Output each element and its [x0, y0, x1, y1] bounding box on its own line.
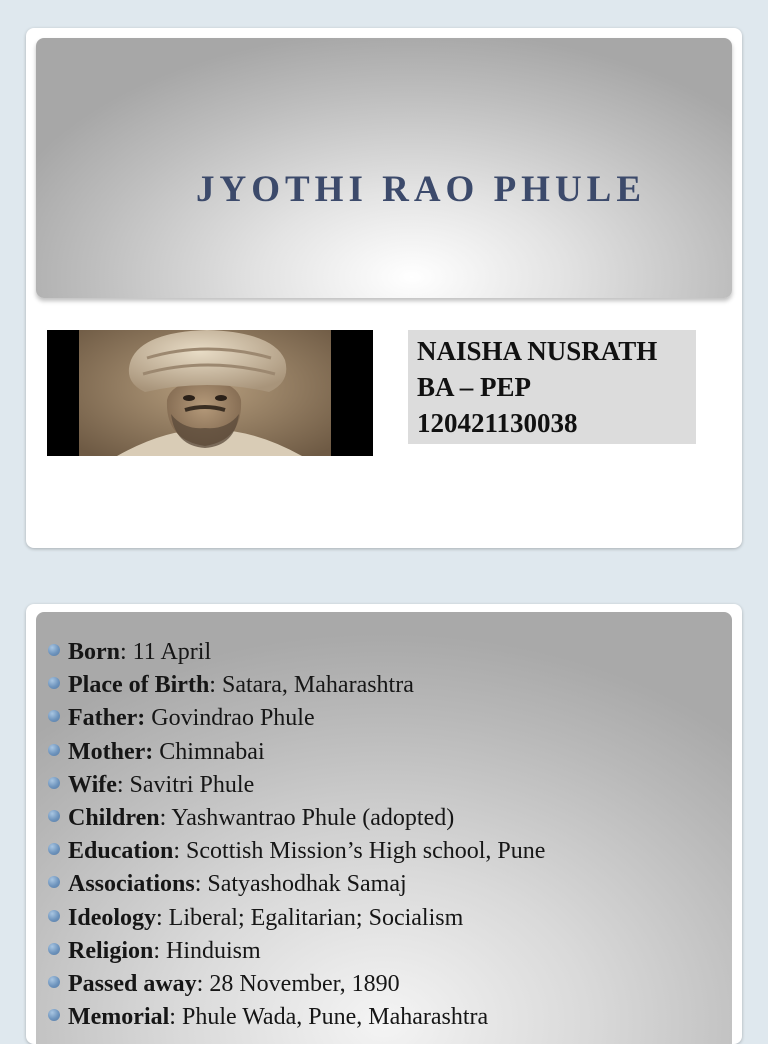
fact-label: Wife — [68, 771, 117, 798]
list-item — [48, 970, 545, 1003]
fact-label: Place of Birth — [68, 672, 210, 699]
portrait-graphic — [47, 330, 373, 456]
fact-label: Children — [68, 804, 160, 831]
bullet-icon — [48, 644, 60, 656]
list-item — [48, 937, 545, 970]
fact-value: : 28 November, 1890 — [196, 970, 400, 997]
bullet-icon — [48, 777, 60, 789]
facts-list — [48, 638, 545, 1036]
fact-label: Memorial — [68, 1004, 170, 1031]
fact-value: : 11 April — [120, 639, 212, 665]
facts-panel — [36, 612, 732, 1044]
facts-slide — [26, 604, 742, 1044]
fact-value: : Phule Wada, Pune, Maharashtra — [169, 1004, 489, 1031]
fact-label: Education — [68, 838, 174, 865]
title-banner — [36, 38, 732, 298]
bullet-icon — [48, 910, 60, 922]
bullet-icon — [48, 943, 60, 955]
fact-value: : Satara, Maharashtra — [209, 672, 414, 699]
fact-label: Father: — [68, 705, 146, 732]
fact-label: Ideology — [68, 904, 157, 931]
fact-value: Chimnabai — [153, 738, 265, 765]
fact-label: Born — [68, 639, 121, 665]
list-item — [48, 738, 545, 771]
fact-label: Religion — [68, 937, 154, 964]
presenter-name: NAISHA NUSRATH — [417, 336, 658, 366]
portrait-image — [47, 330, 373, 456]
list-item — [48, 638, 545, 671]
list-item — [48, 904, 545, 937]
fact-value: : Hinduism — [153, 937, 261, 964]
bullet-icon — [48, 976, 60, 988]
fact-value: : Liberal; Egalitarian; Socialism — [156, 904, 464, 931]
presenter-course: BA – PEP — [417, 372, 532, 402]
presenter-info-box — [408, 330, 696, 444]
bullet-icon — [48, 810, 60, 822]
fact-value: : Scottish Mission’s High school, Pune — [173, 838, 546, 865]
list-item — [48, 704, 545, 737]
list-item — [48, 671, 545, 704]
bullet-icon — [48, 744, 60, 756]
list-item — [48, 837, 545, 870]
slide-title: JYOTHI RAO PHULE — [196, 169, 647, 210]
list-item — [48, 1003, 545, 1036]
fact-label: Mother: — [68, 738, 154, 765]
title-slide — [26, 28, 742, 548]
fact-label: Passed away — [68, 970, 197, 997]
bullet-icon — [48, 1009, 60, 1021]
fact-value: Govindrao Phule — [145, 705, 315, 732]
bullet-icon — [48, 677, 60, 689]
fact-value: : Satyashodhak Samaj — [194, 871, 407, 898]
fact-value: : Savitri Phule — [116, 771, 255, 798]
list-item — [48, 771, 545, 804]
list-item — [48, 870, 545, 903]
bullet-icon — [48, 710, 60, 722]
presenter-id: 120421130038 — [417, 408, 578, 438]
fact-value: : Yashwantrao Phule (adopted) — [159, 804, 455, 831]
fact-label: Associations — [68, 871, 195, 898]
list-item — [48, 804, 545, 837]
bullet-icon — [48, 843, 60, 855]
bullet-icon — [48, 876, 60, 888]
